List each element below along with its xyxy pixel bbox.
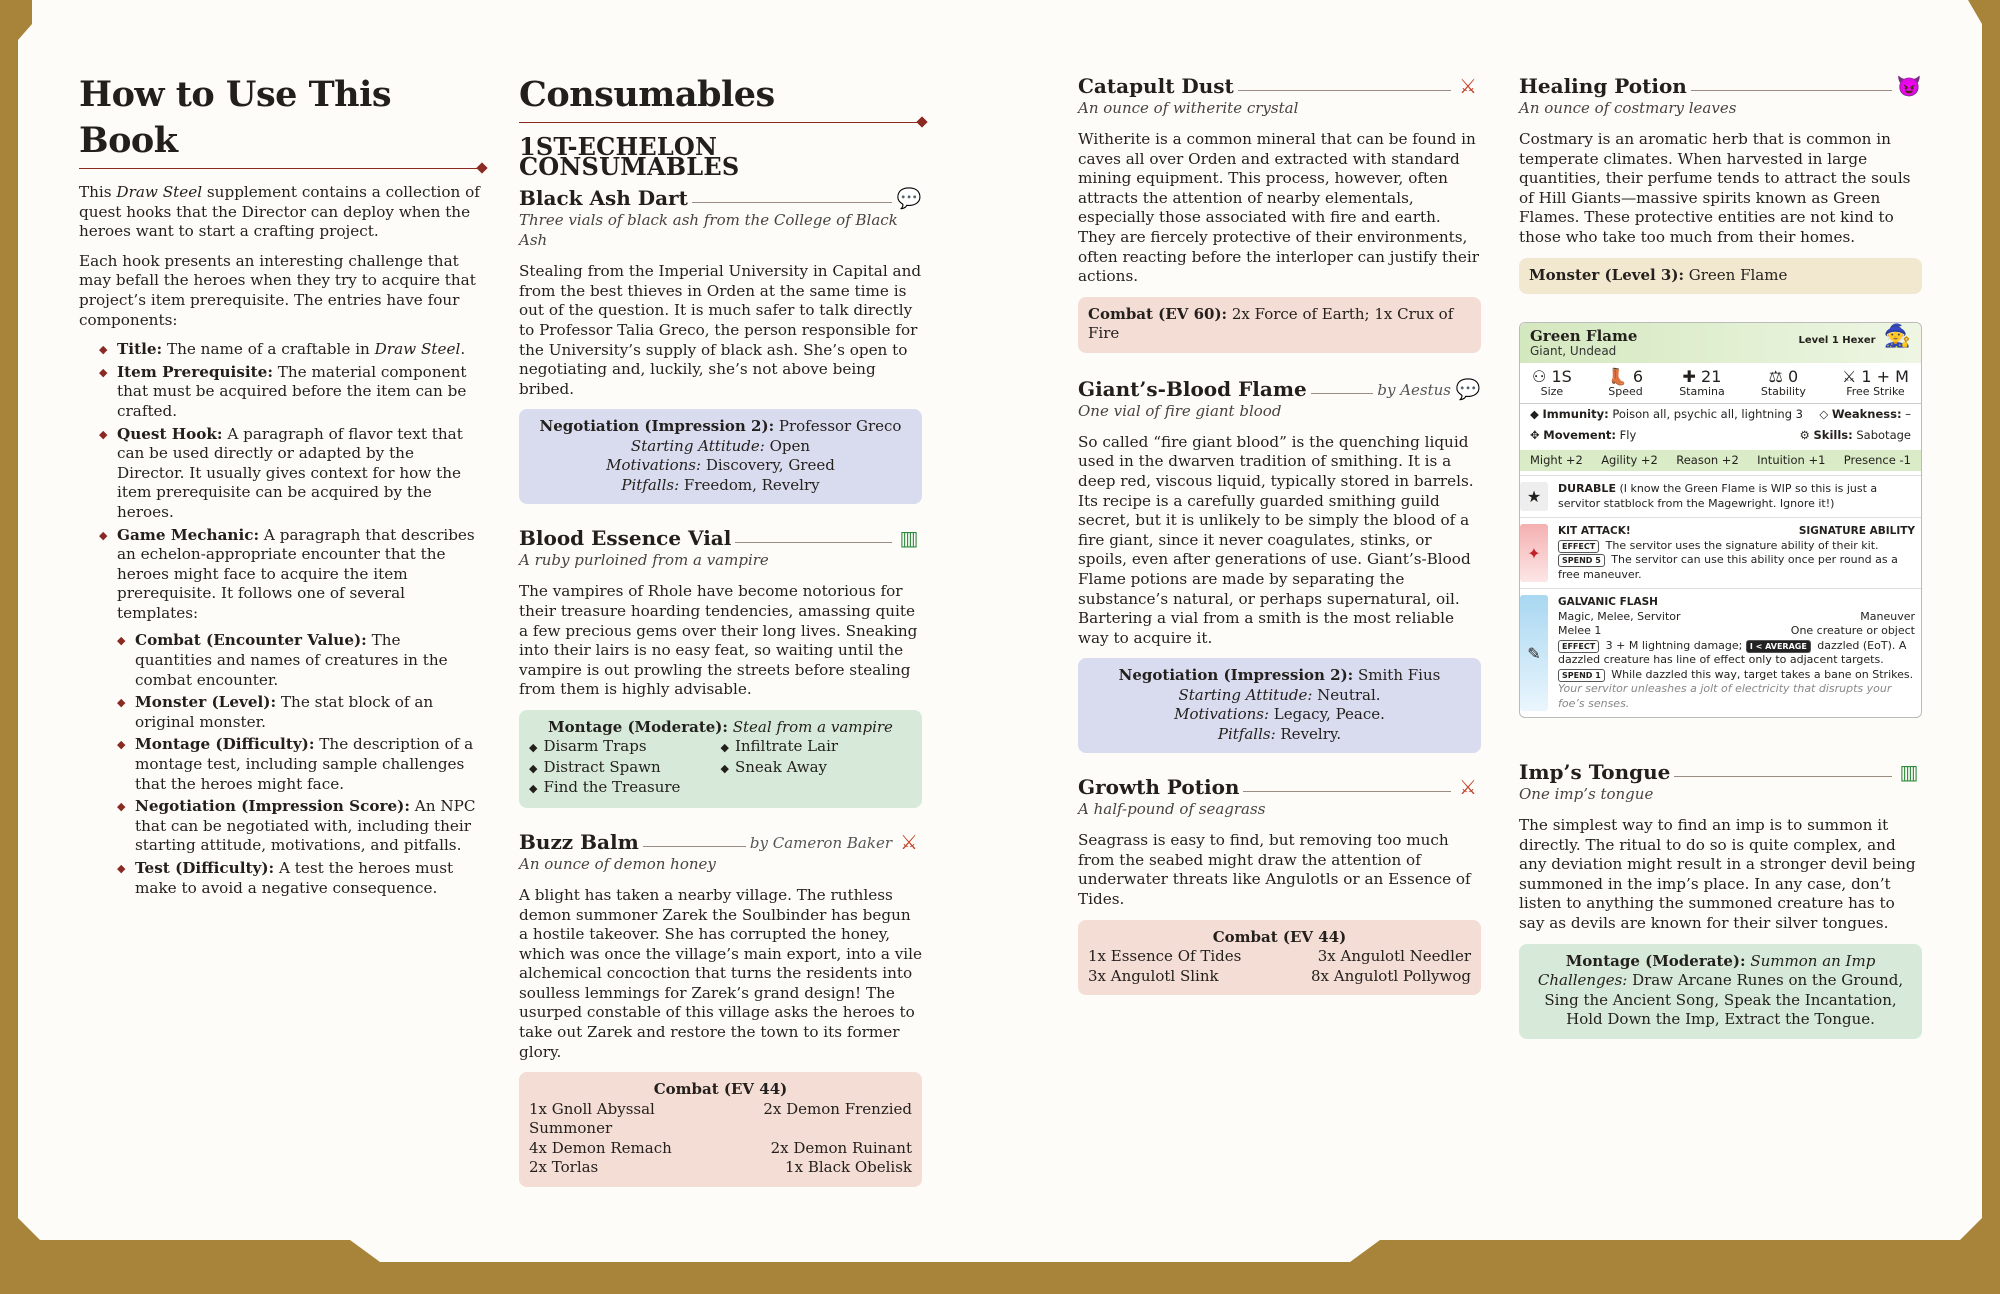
star-icon: ★ [1520,482,1548,511]
list-item: ◆ Game Mechanic: A paragraph that describes an echelon-appropriate encounter that the heroes might face to acquire the item prerequisite. It follows one of several templates: ◆ Combat (Encounter Value): The quantities and names of creatures in the combat encounter. ◆ Monster (Level): The stat block of an original monster. ◆ Montage (Difficulty): The description of a montage test, including sample challenges that the heroes might face. ◆ Negotiation (Impression Score): An NPC that can be negotiated with, including their starting attitude, motivations, and pitfalls. ◆ Test (Difficulty): A test the heroes must make to avoid a negative consequence. [117,526,482,899]
stat-level: Level 1 Hexer [1798,335,1876,347]
list-item: ◆ Item Prerequisite: The material component that must be acquired before the item can be crafted. [117,363,482,422]
entry-author: by Cameron Baker [749,833,892,852]
chat-icon: 💬 [896,186,922,211]
list-item: ◆ Quest Hook: A paragraph of flavor text that can be used directly or adapted by the Director. It usually gives context for how the item prerequisite can be acquired by the heroes. [117,425,482,523]
entry-title: Catapult Dust [1078,74,1234,98]
montage-challenges [529,737,912,799]
crossed-swords-icon: ⚔ [900,829,918,854]
entry-body: Costmary is an aromatic herb that is common in temperate climates. When harvested in large quantities, their perfume tends to attract the souls of Hill Giants—massive spirits known as Green Flames. These protective entities are not kind to those who take too much from their homes. [1519,130,1911,246]
montage-box: Montage (Moderate): Summon an Imp Challenges: Draw Arcane Runes on the Ground, Sing the Ancient Song, Speak the Incantation, Hold Down the Imp, Extract the Tongue. [1519,944,1922,1039]
entry-rule [1243,791,1451,792]
entry-body: The simplest way to find an imp is to summon it directly. The ritual to do so is quite complex, and any deviation might result in a stronger devil being summoned in the imp’s place. In any case, don’t listen to anything the summoned creature has to say as devils are known for their silver tongues. [1519,816,1916,933]
entry-prerequisite: An ounce of demon honey [519,854,716,873]
list-item: ◆ Montage (Difficulty): The description of a montage test, including sample challenges that the heroes might face. [135,735,482,794]
how-to-use-column [79,72,482,901]
crossed-swords-icon: ⚔ [1459,74,1477,98]
entry-title: Healing Potion [1519,74,1687,98]
entry-body: Seagrass is easy to find, but removing too much from the seabed might draw the attention of underwater threats like Angulotls or an Essence of Tides. [1078,831,1471,909]
entry-body: Stealing from the Imperial University in Capital and from the best thieves in Orden at the same time is out of the question. It is much safer to talk directly to Professor Talia Greco, the person responsible for the University’s supply of black ash. She’s open to negotiating and, luckily, she’s not above being bribed. [519,262,922,398]
right-page [1000,0,2000,1294]
entry-author: by Aestus [1377,380,1451,399]
montage-box: Montage (Moderate): Steal from a vampire ◆ Disarm Traps ◆ Infiltrate Lair ◆ Distract Spawn ◆ Sneak Away ◆ Find the Treasure [519,710,922,808]
entry-header-growth-potion [1078,773,1481,799]
film-icon: ▥ [1899,760,1919,785]
monster-box: Monster (Level 3): Green Flame [1519,258,1922,295]
how-to-use-title: How to Use This Book [79,74,392,161]
entry-body: Witherite is a common mineral that can be found in caves all over Orden and extracted with standard mining equipment. This process, however, often attracts the attention of nearby elementals, especially those associated with fire and earth. They are fiercely protective of their environments, often reacting before the interloper can justify their actions. [1078,130,1480,286]
entry-header-imps-tongue [1519,758,1922,784]
entry-header-black-ash-dart [519,184,922,210]
movement-line: ✥ Movement: Fly ⚙ Skills: Sabotage [1530,428,1911,443]
stat-header [1520,323,1921,363]
entry-rule [1674,776,1892,777]
broken-shield-icon: ◇ [1819,407,1829,422]
chat-icon: 💬 [1455,376,1481,401]
witch-hat-icon: 🧙 [1883,324,1911,350]
combat-box: Combat (EV 44) 1x Gnoll Abyssal Summoner 2x Demon Frenzied 4x Demon Remach 2x Demon Ruinant 2x Torlas 1x Black Obelisk [519,1072,922,1187]
plus-icon: ✚ [1682,367,1696,387]
size-icon: ⚇ [1532,367,1547,387]
entry-header-giants-blood-flame [1078,375,1481,401]
title-rule [79,168,482,169]
entry-header-catapult-dust [1078,72,1481,98]
ability-galvanic-flash: ✎ GALVANIC FLASH Magic, Melee, Servitor Maneuver Melee 1 One creature or object EFFECT 3 + M lightning damage; I < AVERAGE dazzled (EoT). A dazzled creature has line of effect only to adjacent targets. SPEND 1 While dazzled this way, target takes a bane on Strikes. Your servitor unleashes a jolt of electricity that disrupts your foe’s senses. [1520,588,1921,717]
entry-title: Imp’s Tongue [1519,760,1671,785]
entry-prerequisite: One vial of fire giant blood [1078,401,1282,420]
entry-header-blood-essence-vial [519,524,922,550]
ability-durable: ★ DURABLE (I know the Green Flame is WIP so this is just a servitor statblock from the Magewright. Ignore it!) [1520,475,1921,517]
right-column-two [1519,72,1922,1059]
entry-prerequisite: An ounce of costmary leaves [1519,99,1737,117]
entry-title: Growth Potion [1078,775,1240,800]
consumables-column [519,72,922,1207]
list-item: ◆ Title: The name of a craftable in Draw Steel. [117,340,482,360]
how-to-use-components: Each hook presents an interesting challenge that may befall the heroes when they try to acquire that project’s item prerequisite. The entries have four components: [79,251,476,329]
list-item: ◆ Find the Treasure [529,778,721,799]
template-list [117,631,482,898]
list-item: ◆ Infiltrate Lair [721,737,913,758]
entry-rule [643,846,746,847]
list-item: ◆ Combat (Encounter Value): The quantities and names of creatures in the combat encounter. [135,631,482,690]
negotiation-box: Negotiation (Impression 2): Professor Greco Starting Attitude: Open Motivations: Discovery, Greed Pitfalls: Freedom, Revelry [519,409,922,504]
sword-icon: ⚔ [1841,367,1857,387]
entry-header-buzz-balm [519,828,922,854]
entry-header-healing-potion [1519,72,1922,98]
echelon-heading: 1ST-ECHELON CONSUMABLES [519,132,740,181]
immunity-line: ◆ Immunity: Poison all, psychic all, lightning 3 ◇ Weakness: – [1530,407,1911,422]
entry-title: Black Ash Dart [519,186,688,211]
stat-attributes: Might +2 Agility +2 Reason +2 Intuition +1 Presence -1 [1520,450,1921,471]
negotiation-box: Negotiation (Impression 2): Smith Fius Starting Attitude: Neutral. Motivations: Legacy, Peace. Pitfalls: Revelry. [1078,658,1481,753]
entry-rule [735,542,892,543]
entry-prerequisite: Three vials of black ash from the College of Black Ash [519,211,898,250]
stat-name: Green Flame [1530,327,1638,346]
entry-rule [1238,90,1451,91]
how-to-use-intro: This Draw Steel supplement contains a collection of quest hooks that the Director can deploy when the heroes want to start a crafting project. [79,183,480,241]
component-list [79,340,482,898]
entry-prerequisite: A ruby purloined from a vampire [519,551,769,570]
shield-icon: ◆ [1530,407,1539,422]
entry-prerequisite: A half-pound of seagrass [1078,800,1266,819]
scales-icon: ⚖ [1768,367,1783,387]
entry-rule [692,202,892,203]
entry-prerequisite: One imp’s tongue [1519,785,1654,804]
consumables-title: Consumables [519,74,775,115]
stat-block [1519,322,1922,718]
stat-keywords: Giant, Undead [1530,344,1617,359]
ability-kit-attack: ✦ KIT ATTACK! SIGNATURE ABILITY EFFECT The servitor uses the signature ability of their kit. SPEND 5 The servitor can use this ability once per round as a free maneuver. [1520,517,1921,588]
list-item: ◆ Monster (Level): The stat block of an original monster. [135,693,482,732]
stat-characteristics: ⚇ 1S Size 👢 6 Speed ✚ 21 Stamina ⚖ 0 Stability ⚔ 1 + M Free Strike [1520,363,1921,404]
wand-icon: ✎ [1520,595,1548,711]
entry-body: So called “fire giant blood” is the quenching liquid used in the dwarven tradition of smithing. It is a deep red, viscous liquid, typically stored in barrels. Its recipe is a carefully guarded smithing guild secret, but it is unlikely to be simply the blood of a fire giant, since it never coagulates, stinks, or spoils, even after generations of use. Giant’s-Blood Flame potions are made by separating the substance’s natural, or perhaps supernatural, oil. Bartering a vial from a smith is the most reliable way to acquire it. [1078,432,1474,647]
film-icon: ▥ [899,526,919,551]
list-item: ◆ Distract Spawn [529,758,721,779]
entry-rule [1691,90,1892,91]
combat-box: Combat (EV 60): 2x Force of Earth; 1x Crux of Fire [1078,297,1481,353]
boot-icon: 👢 [1607,367,1628,387]
list-item: ◆ Sneak Away [721,758,913,779]
title-rule [519,122,922,123]
sparkle-icon: ✦ [1520,524,1548,582]
move-arrows-icon: ✥ [1530,428,1540,443]
combat-box: Combat (EV 44) 1x Essence Of Tides 3x Angulotl Needler 3x Angulotl Slink 8x Angulotl Pollywog [1078,920,1481,996]
entry-title: Giant’s-Blood Flame [1078,376,1307,401]
right-column-one [1078,72,1481,1015]
list-item: ◆ Disarm Traps [529,737,721,758]
entry-title: Buzz Balm [519,829,639,854]
entry-prerequisite: An ounce of witherite crystal [1078,99,1299,117]
list-item: ◆ Test (Difficulty): A test the heroes must make to avoid a negative consequence. [135,859,482,898]
demon-mask-icon: 😈 [1896,74,1922,98]
crossed-swords-icon: ⚔ [1459,775,1477,800]
entry-body: A blight has taken a nearby village. The ruthless demon summoner Zarek the Soulbinder has begun a hostile takeover. She has corrupted the honey, which was once the village’s main export, into a vile alchemical concoction that turns the residents into soulless lemmings for Zarek’s grand design! The usurped constable of this village asks the heroes to take out Zarek and restore the town to its former glory. [519,885,922,1061]
gear-icon: ⚙ [1799,428,1810,443]
list-item: ◆ Negotiation (Impression Score): An NPC that can be negotiated with, including their starting attitude, motivations, and pitfalls. [135,797,482,856]
entry-body: The vampires of Rhole have become notorious for their treasure hoarding tendencies, amassing quite a few precious gems over their long lives. Sneaking into their lairs is no easy feat, so waiting until the vampire is out prowling the streets before stealing from them is highly advisable. [519,582,918,699]
entry-title: Blood Essence Vial [519,526,732,551]
entry-rule [1311,393,1374,394]
